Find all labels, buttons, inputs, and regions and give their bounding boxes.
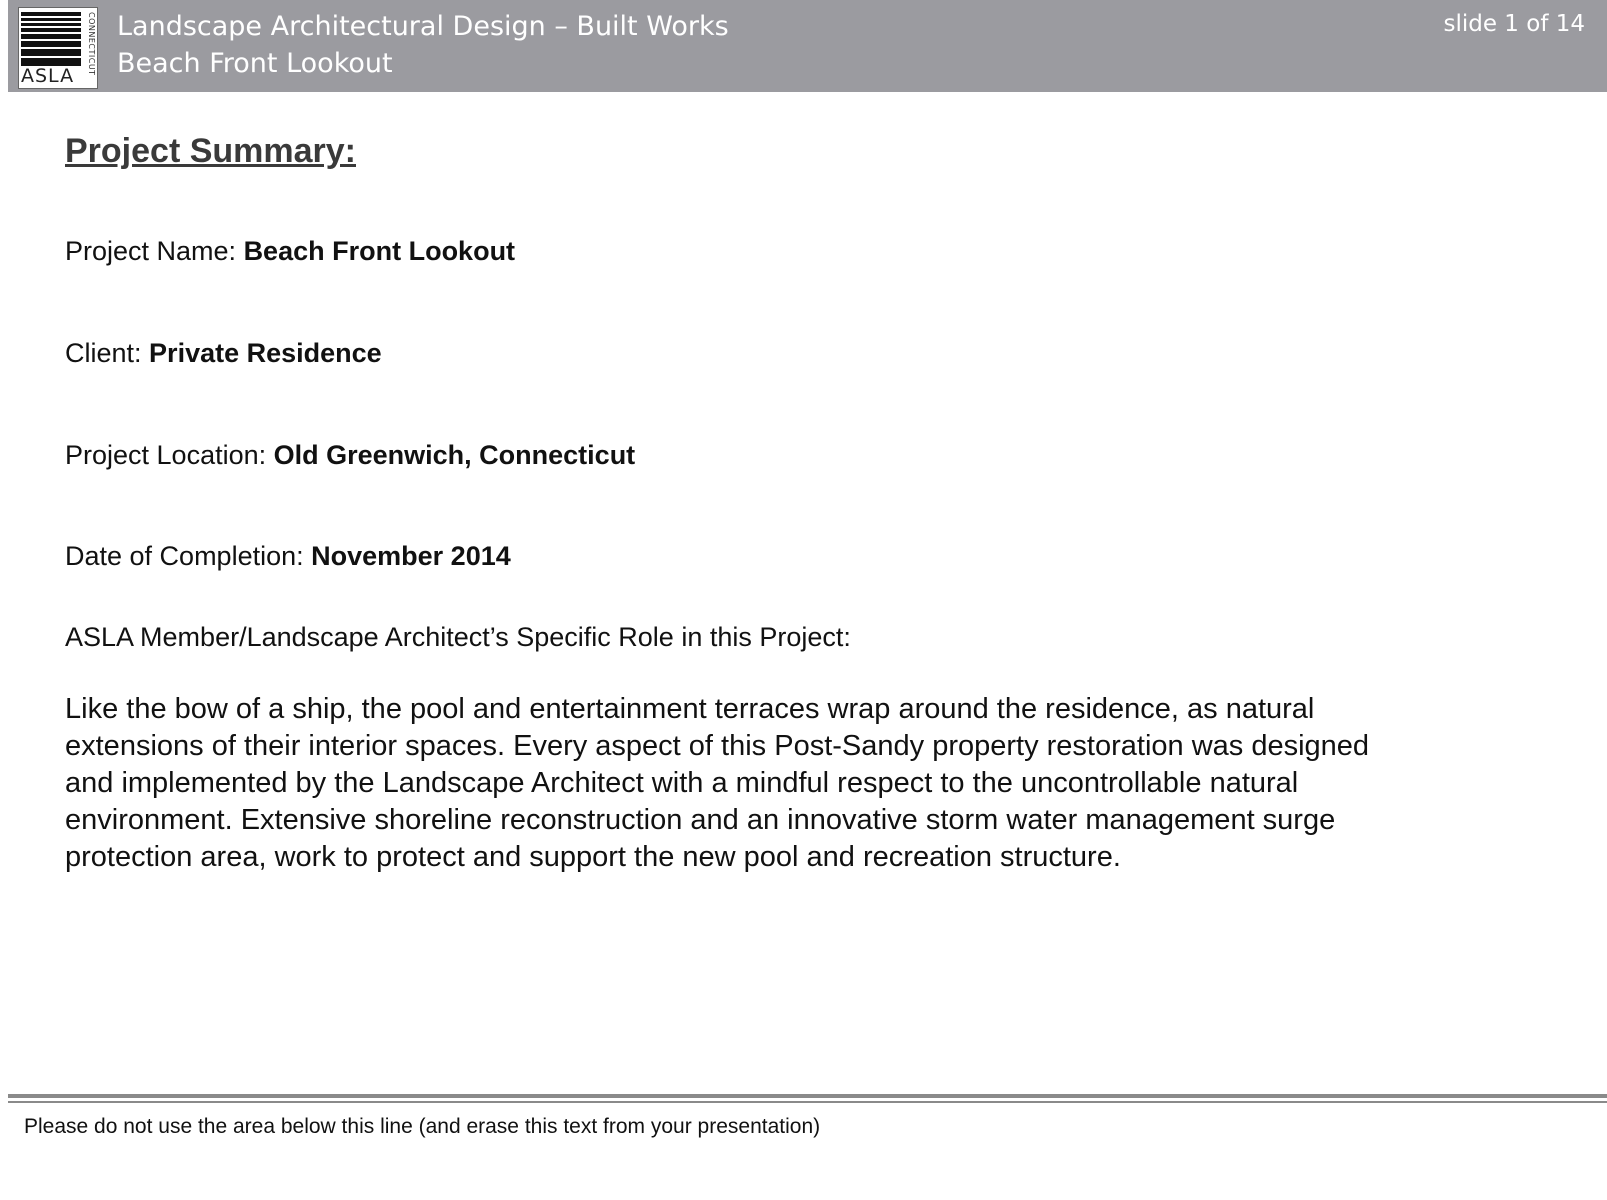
asla-logo-text: ASLA: [21, 65, 75, 87]
completion-value: November 2014: [311, 541, 511, 571]
completion-row: [65, 541, 511, 572]
project-name-value: Beach Front Lookout: [243, 236, 516, 266]
location-value: Old Greenwich, Connecticut: [273, 440, 636, 470]
asla-logo-stripes: [21, 12, 81, 67]
client-row: [65, 338, 382, 369]
project-name-row: [65, 236, 515, 267]
presentation-title: Landscape Architectural Design – Built Works: [117, 11, 729, 42]
asla-logo: [18, 7, 98, 89]
slide-number: slide 1 of 14: [1443, 11, 1585, 37]
footer-divider: [8, 1094, 1607, 1098]
role-label: ASLA Member/Landscape Architect’s Specific Role in this Project:: [65, 622, 851, 652]
presentation-subtitle: Beach Front Lookout: [117, 48, 393, 79]
completion-label: Date of Completion:: [65, 541, 312, 571]
client-label: Client:: [65, 338, 150, 368]
project-description: Like the bow of a ship, the pool and entertainment terraces wrap around the residence, as natural extensions of their interior spaces. Every aspect of this Post-Sandy property restoration was designed and implemented by the Landscape Architect with a mindful respect to the uncontrollable natural environment. Extensive shoreline reconstruction and an innovative storm water management surge protection area, work to protect and support the new pool and recreation structure.: [65, 693, 1370, 873]
project-summary-heading: Project Summary:: [65, 132, 356, 170]
footer-note: Please do not use the area below this line (and erase this text from your presentation): [24, 1115, 821, 1138]
project-name-label: Project Name:: [65, 236, 244, 266]
asla-logo-chapter: CONNECTICUT: [87, 12, 96, 76]
location-row: [65, 440, 635, 471]
location-label: Project Location:: [65, 440, 274, 470]
footer-divider-secondary: [8, 1101, 1607, 1103]
client-value: Private Residence: [149, 338, 382, 368]
slide-header: [8, 0, 1607, 92]
